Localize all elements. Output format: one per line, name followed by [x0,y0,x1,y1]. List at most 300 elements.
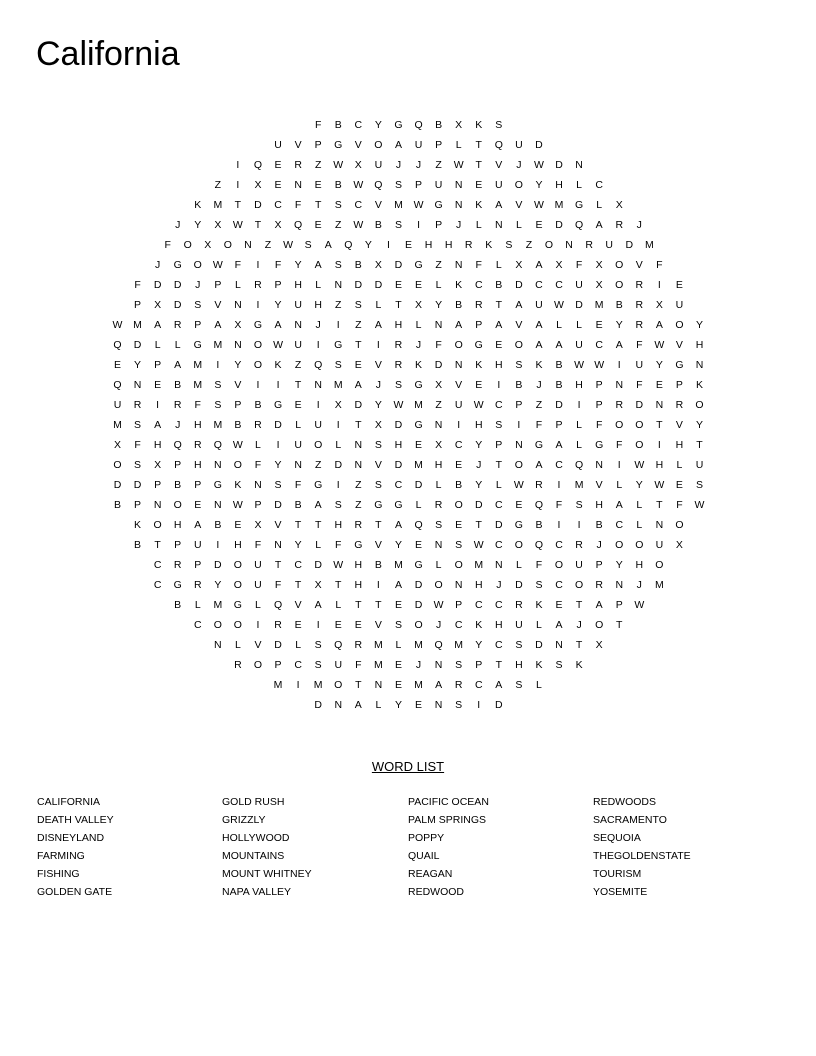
grid-letter: G [414,559,423,571]
grid-letter: L [255,599,261,611]
grid-letter: X [154,459,162,471]
grid-letter: X [314,579,322,591]
grid-letter: I [517,419,521,431]
grid-letter: X [274,219,282,231]
grid-letter: L [395,639,402,651]
grid-letter: Z [355,319,362,331]
grid-letter: U [434,179,443,191]
grid-letter: I [477,699,481,711]
grid-letter: E [394,599,402,611]
grid-letter: E [515,499,523,511]
grid-letter: V [495,159,503,171]
grid-letter: Q [374,179,383,191]
grid-letter: B [174,479,182,491]
grid-letter: I [336,419,340,431]
grid-letter: I [336,479,340,491]
grid-letter: H [555,179,563,191]
grid-letter: X [354,159,362,171]
grid-letter: A [354,379,362,391]
grid-letter: A [194,519,202,531]
grid-letter: O [544,239,554,251]
grid-letter: H [575,379,583,391]
grid-letter: A [595,219,603,231]
grid-letter: H [495,619,503,631]
grid-letter: L [576,419,583,431]
grid-letter: W [353,179,364,191]
grid-letter: I [236,179,240,191]
grid-letter: M [644,239,654,251]
grid-letter: N [334,279,343,291]
grid-letter: G [414,419,423,431]
grid-letter: O [173,499,182,511]
grid-letter: R [454,679,463,691]
grid-letter: R [173,399,182,411]
grid-letter: X [555,259,563,271]
grid-letter: I [316,399,320,411]
grid-letter: I [276,379,280,391]
grid-letter: D [133,339,142,351]
grid-letter: E [294,399,302,411]
grid-letter: U [254,559,262,571]
grid-letter: H [474,579,483,591]
grid-letter: M [113,419,122,431]
grid-letter: N [454,199,463,211]
grid-letter: X [415,299,423,311]
grid-letter: W [333,159,344,171]
grid-letter: E [334,619,342,631]
grid-letter: P [274,659,282,671]
grid-letter: X [615,199,623,211]
grid-letter: N [434,539,443,551]
grid-letter: T [314,199,322,211]
grid-letter: W [654,479,665,491]
grid-letter: O [655,559,664,571]
grid-letter: H [675,439,684,451]
grid-letter: O [183,239,192,251]
grid-letter: I [457,419,461,431]
grid-letter: Z [314,159,322,171]
grid-letter: S [394,619,402,631]
grid-letter: L [616,479,623,491]
grid-letter: U [294,339,302,351]
grid-letter: A [515,299,523,311]
grid-letter: G [233,599,242,611]
grid-letter: A [615,339,623,351]
grid-letter: Y [475,479,483,491]
grid-letter: W [594,359,605,371]
grid-letter: J [155,259,161,271]
grid-letter: G [394,119,403,131]
grid-letter: C [495,599,503,611]
grid-letter: C [555,539,563,551]
grid-letter: G [675,359,684,371]
grid-letter: D [414,479,423,491]
grid-letter: X [374,259,382,271]
grid-letter: C [354,199,363,211]
grid-letter: Y [274,299,282,311]
grid-letter: T [314,519,322,531]
grid-letter: R [575,539,583,551]
grid-letter: M [594,299,604,311]
grid-letter: V [515,319,523,331]
grid-letter: J [415,159,422,171]
grid-letter: S [134,459,142,471]
grid-letter: A [154,319,162,331]
grid-letter: V [374,459,382,471]
grid-letter: T [234,199,242,211]
grid-letter: L [375,699,382,711]
word-list-column-3 [408,793,588,901]
grid-letter: Q [173,439,182,451]
grid-letter: Q [334,639,343,651]
grid-letter: K [234,479,242,491]
grid-letter: D [535,639,543,651]
grid-letter: E [394,659,402,671]
grid-letter: N [294,179,302,191]
grid-letter: B [334,119,342,131]
grid-letter: G [595,439,604,451]
grid-letter: V [675,419,683,431]
grid-letter: Y [475,639,483,651]
grid-letter: V [455,379,463,391]
grid-letter: I [256,619,260,631]
word-list-item: THEGOLDENSTATE [593,850,691,862]
grid-letter: I [156,399,160,411]
grid-letter: M [374,659,383,671]
grid-letter: O [193,259,202,271]
grid-letter: N [434,699,443,711]
grid-letter: G [474,339,483,351]
grid-letter: E [495,339,503,351]
grid-letter: G [394,499,403,511]
grid-letter: M [414,679,423,691]
grid-letter: Y [194,219,202,231]
grid-letter: F [435,339,442,351]
grid-letter: E [535,219,543,231]
grid-letter: T [616,619,623,631]
grid-letter: E [274,159,282,171]
grid-letter: P [194,479,202,491]
grid-letter: W [353,219,364,231]
grid-letter: X [374,419,382,431]
grid-letter: H [354,579,363,591]
grid-letter: U [454,399,463,411]
grid-letter: L [375,299,382,311]
grid-letter: D [535,139,543,151]
grid-letter: A [495,199,503,211]
grid-letter: E [404,239,412,251]
grid-letter: E [194,499,202,511]
grid-letter: B [455,479,463,491]
grid-letter: O [635,419,644,431]
grid-letter: S [455,659,463,671]
grid-letter: L [255,439,261,451]
grid-letter: U [113,399,122,411]
grid-letter: E [415,439,423,451]
grid-letter: O [514,179,523,191]
grid-letter: U [314,419,322,431]
grid-letter: N [354,439,363,451]
grid-letter: D [495,699,503,711]
grid-letter: C [153,559,162,571]
grid-letter: N [314,379,322,391]
grid-letter: P [675,379,683,391]
grid-letter: B [555,379,563,391]
grid-letter: B [615,299,623,311]
word-list-item: DISNEYLAND [37,832,105,844]
grid-letter: B [294,499,302,511]
grid-letter: B [234,419,242,431]
grid-letter: Z [525,239,533,251]
grid-letter: I [617,359,621,371]
grid-letter: L [676,459,683,471]
grid-letter: S [134,419,142,431]
word-list-item: POPPY [408,832,445,844]
grid-letter: S [214,379,222,391]
grid-letter: G [414,379,423,391]
grid-letter: W [634,459,645,471]
grid-letter: P [194,559,202,571]
grid-letter: U [575,339,583,351]
grid-letter: Q [575,459,584,471]
grid-letter: J [435,619,442,631]
grid-letter: G [514,519,523,531]
grid-letter: D [274,499,282,511]
grid-letter: A [655,319,663,331]
grid-letter: X [455,119,463,131]
grid-letter: K [475,119,483,131]
grid-letter: A [214,319,222,331]
grid-letter: M [374,639,383,651]
grid-letter: N [454,259,463,271]
grid-letter: L [335,599,342,611]
grid-letter: S [334,259,342,271]
grid-letter: Y [695,419,703,431]
grid-letter: F [475,259,482,271]
grid-letter: I [256,299,260,311]
grid-letter: U [575,559,583,571]
grid-letter: K [274,359,282,371]
grid-letter: W [473,399,484,411]
grid-letter: T [154,539,161,551]
grid-letter: T [495,299,503,311]
grid-letter: F [656,259,663,271]
grid-letter: M [273,679,283,691]
grid-letter: P [174,459,182,471]
grid-letter: G [213,479,222,491]
grid-letter: Q [534,539,544,551]
grid-letter: H [334,519,343,531]
grid-letter: P [515,399,523,411]
grid-letter: O [233,579,242,591]
grid-letter: O [374,139,383,151]
grid-letter: K [134,519,142,531]
grid-letter: O [334,679,343,691]
grid-letter: Z [535,399,543,411]
grid-letter: D [394,459,403,471]
grid-letter: N [294,459,302,471]
grid-letter: Y [615,559,623,571]
grid-letter: V [274,519,282,531]
grid-letter: P [595,559,603,571]
grid-letter: R [173,559,182,571]
grid-letter: H [314,299,322,311]
grid-letter: I [417,219,420,231]
grid-letter: W [413,199,424,211]
grid-letter: R [294,159,302,171]
grid-letter: F [194,399,201,411]
grid-letter: R [254,419,262,431]
grid-letter: E [675,279,683,291]
grid-letter: H [193,459,202,471]
grid-letter: L [475,219,482,231]
grid-letter: I [336,319,340,331]
grid-letter: D [173,279,182,291]
grid-letter: T [254,219,262,231]
grid-letter: T [575,639,583,651]
grid-letter: D [555,399,563,411]
grid-letter: X [113,439,121,451]
grid-letter: Y [635,479,643,491]
grid-letter: B [455,299,463,311]
grid-letter: A [615,499,623,511]
grid-letter: Q [534,499,544,511]
grid-letter: N [595,459,603,471]
grid-letter: A [314,599,322,611]
grid-letter: K [535,359,543,371]
grid-letter: C [555,579,563,591]
grid-letter: T [395,299,402,311]
grid-letter: W [513,479,524,491]
grid-letter: D [515,579,523,591]
word-list-item: GOLDEN GATE [37,886,113,898]
grid-letter: V [294,599,302,611]
grid-letter: Y [435,299,443,311]
grid-letter: Y [475,439,483,451]
grid-letter: W [533,199,544,211]
grid-letter: N [334,699,343,711]
grid-letter: R [193,579,202,591]
grid-letter: S [354,299,362,311]
grid-letter: A [555,339,563,351]
grid-letter: A [555,439,563,451]
grid-letter: T [495,459,503,471]
grid-letter: H [474,419,483,431]
grid-letter: D [254,199,262,211]
grid-letter: O [514,339,523,351]
word-list-item: QUAIL [408,850,440,862]
grid-letter: F [636,339,643,351]
grid-letter: S [435,519,443,531]
grid-letter: I [256,379,260,391]
grid-letter: R [394,339,403,351]
grid-letter: L [154,339,161,351]
grid-letter: V [254,639,262,651]
grid-letter: L [536,619,542,631]
grid-letter: I [296,679,300,691]
grid-letter: Q [575,219,584,231]
grid-letter: V [515,199,523,211]
grid-letter: T [495,659,503,671]
grid-letter: X [655,299,663,311]
grid-letter: W [634,599,645,611]
grid-letter: I [216,359,220,371]
grid-letter: D [575,299,583,311]
grid-letter: X [204,239,212,251]
grid-letter: R [615,399,624,411]
grid-letter: Y [535,179,543,191]
grid-letter: V [635,259,643,271]
grid-letter: C [454,439,463,451]
grid-letter: O [675,319,684,331]
grid-letter: N [244,239,252,251]
grid-letter: N [374,679,383,691]
grid-letter: Z [355,499,362,511]
grid-letter: A [555,619,563,631]
grid-letter: Y [394,699,402,711]
grid-letter: T [656,499,663,511]
grid-letter: I [276,439,280,451]
grid-letter: E [415,279,423,291]
word-list-item: FISHING [37,868,80,880]
grid-letter: E [394,279,402,291]
grid-letter: N [434,659,443,671]
grid-letter: Y [374,399,382,411]
grid-letter: B [174,599,182,611]
grid-letter: U [294,299,302,311]
grid-letter: X [435,439,443,451]
grid-letter: O [233,559,242,571]
grid-letter: L [556,319,562,331]
grid-letter: N [214,459,222,471]
grid-letter: A [394,139,402,151]
grid-letter: K [415,359,423,371]
grid-letter: N [655,519,664,531]
grid-letter: L [576,439,583,451]
grid-letter: T [375,599,382,611]
grid-letter: J [175,419,181,431]
grid-letter: P [615,599,623,611]
word-list-item: GOLD RUSH [222,796,285,808]
grid-letter: S [314,639,322,651]
grid-letter: I [617,459,621,471]
grid-letter: P [314,139,322,151]
grid-letter: H [193,419,202,431]
grid-letter: D [495,519,503,531]
grid-letter: O [454,339,463,351]
grid-letter: I [497,379,501,391]
grid-letter: F [355,659,362,671]
grid-letter: D [374,279,383,291]
grid-letter: Z [214,179,222,191]
grid-letter: G [575,199,584,211]
grid-letter: R [675,399,684,411]
grid-letter: Y [374,119,382,131]
grid-letter: E [354,619,362,631]
grid-letter: Q [253,159,263,171]
grid-letter: C [354,119,363,131]
grid-letter: L [515,559,522,571]
grid-letter: A [354,699,362,711]
grid-letter: A [314,499,322,511]
grid-letter: S [304,239,312,251]
grid-letter: B [113,499,121,511]
grid-letter: M [414,639,423,651]
grid-letter: S [314,659,322,671]
grid-letter: Y [214,579,222,591]
grid-letter: N [133,379,142,391]
grid-letter: Y [274,459,282,471]
